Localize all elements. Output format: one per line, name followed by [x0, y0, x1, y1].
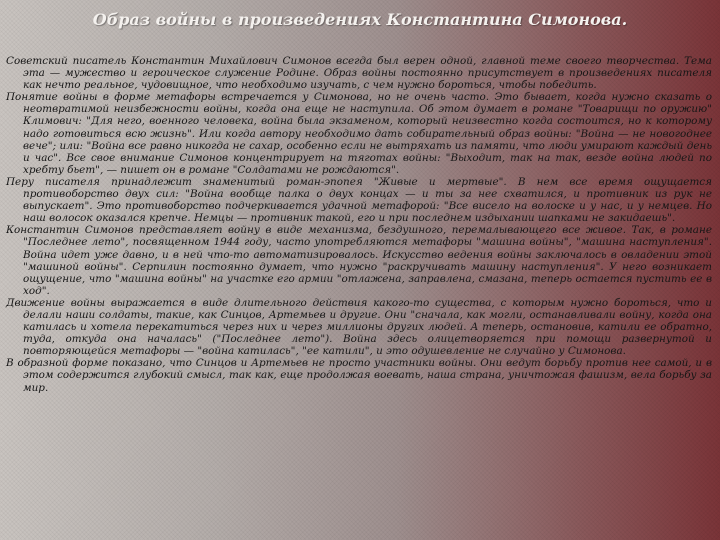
paragraph-5: Движение войны выражается в виде длительного действия какого-то существа, с которым нужно бороться, что и делали наши солдаты, такие, как Синцов, Артемьев и другие. Они "сначала, как могли, останавливали войну, когда она катилась и хотела перекатиться через них и через миллионы других людей. А теперь, остановив, катили ее обратно, туда, откуда она началась" ("Последнее лето"). Война здесь олицетворяется при помощи развернутой и повторяющейся метафоры — "война катилась", "ее катили", и это одушевление не случайно у Симонова.: [6, 296, 712, 358]
slide-title: Образ войны в произведениях Константина Симонова.: [92, 10, 628, 29]
paragraph-3: Перу писателя принадлежит знаменитый роман-эпопея "Живые и мертвые". В нем все время ощущается противоборство двух сил: "Война вообще палка о двух концах — и ты за нее схватился, и противник из рук не выпускает". Это противоборство подчеркивается удачной метафорой: "Все висело на волоске и у нас, и у немцев. Но наш волосок оказался крепче. Немцы — противник такой, его и при последнем издыхании шапками не закидаешь".: [6, 175, 712, 225]
slide-body: [6, 55, 712, 394]
paragraph-2: Понятие войны в форме метафоры встречается у Симонова, но не очень часто. Это бывает, когда нужно сказать о неотвратимой неизбежности войны, когда она еще не наступила. Об этом думает в романе "Товарищи по оружию" Климович: "Для него, военного человека, война была экзаменом, который неизвестно когда состоится, но к которому надо готовиться всю жизнь". Или когда автору необходимо дать собирательный образ войны: "Война — не новогоднее вече"; или: "Война все равно никогда не сахар, особенно если не вытряхать из памяти, что люди умирают каждый день и час". Все свое внимание Симонов концентрирует на тяготах войны: "Выходит, так на так, везде война людей по хребту бьет", — пишет он в романе "Солдатами не рождаются".: [6, 91, 712, 176]
paragraph-6: В образной форме показано, что Синцов и Артемьев не просто участники войны. Они ведут борьбу против нее самой, и в этом содержится глубокий смысл, так как, еще продолжая воевать, наша страна, уничтожая фашизм, вела борьбу за мир.: [6, 357, 712, 394]
paragraph-4: Константин Симонов представляет войну в виде механизма, бездушного, перемалывающего все живое. Так, в романе "Последнее лето", посвященном 1944 году, часто употребляются метафоры "машина войны", "машина наступления". Война идет уже давно, и в ней что-то автоматизировалось. Искусство ведения войны заключалось в овладении этой "машиной войны". Серпилин постоянно думает, что нужно "раскручивать машину наступления". У него возникает ощущение, что "машина войны" на участке его армии "отлажена, заправлена, смазана, теперь остается пустить ее в ход".: [6, 224, 712, 297]
paragraph-1: Советский писатель Константин Михайлович Симонов всегда был верен одной, главной теме своего творчества. Тема эта — мужество и героическое служение Родине. Образ войны постоянно присутствует в произведениях писателя как нечто реальное, чудовищное, что необходимо изучать, с чем нужно бороться, чтобы победить.: [6, 55, 712, 92]
